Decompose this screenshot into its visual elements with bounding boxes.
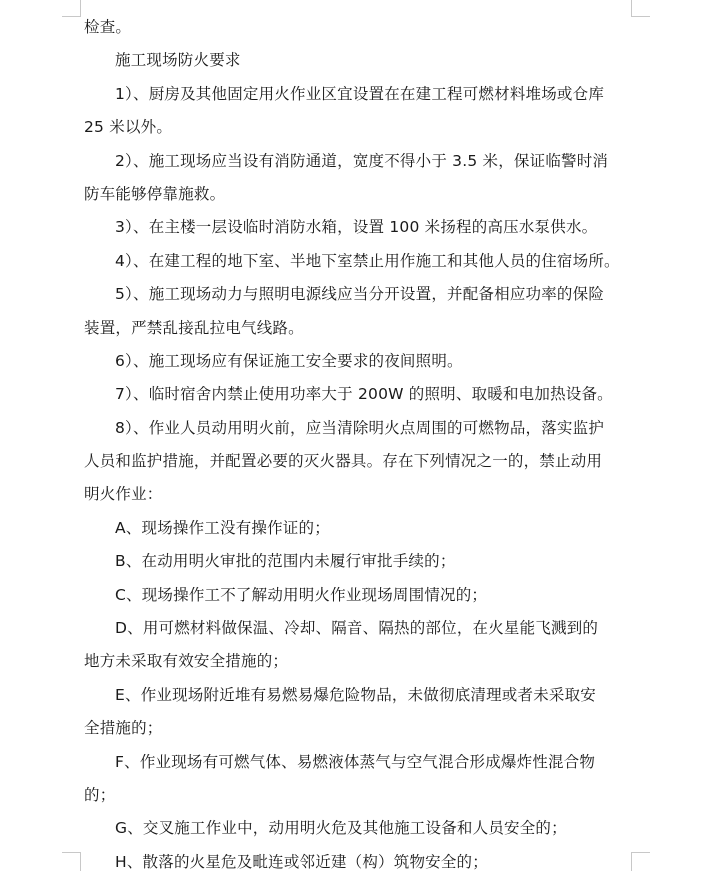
text-line: 检查。 <box>84 18 132 36</box>
text-line: 的； <box>84 785 116 804</box>
text-line: C、现场操作工不了解动用明火作业现场周围情况的； <box>115 585 488 604</box>
text-line: 1）、厨房及其他固定用火作业区宜设置在在建工程可燃材料堆场或仓库 <box>115 84 605 103</box>
text-line: A、现场操作工没有操作证的； <box>115 518 330 537</box>
text-line: 3）、在主楼一层设临时消防水箱，设置 100 米扬程的高压水泵供水。 <box>115 218 598 237</box>
text-line: G、交叉施工作业中，动用明火危及其他施工设备和人员安全的； <box>115 819 567 838</box>
text-line: 4）、在建工程的地下室、半地下室禁止用作施工和其他人员的住宿场所。 <box>115 251 620 270</box>
text-line: 明火作业： <box>84 485 163 504</box>
text-line: 施工现场防火要求 <box>115 51 241 70</box>
text-line: 防车能够停靠施救。 <box>84 184 226 203</box>
text-line: 25 米以外。 <box>84 118 173 137</box>
text-line: 地方未采取有效安全措施的； <box>84 652 289 671</box>
text-line: 装置，严禁乱接乱拉电气线路。 <box>84 318 304 337</box>
text-line: 全措施的； <box>84 719 163 738</box>
text-line: 人员和监护措施，并配置必要的灭火器具。存在下列情况之一的，禁止动用 <box>84 452 603 471</box>
text-line: B、在动用明火审批的范围内未履行审批手续的； <box>115 552 456 571</box>
text-line: 2）、施工现场应当设有消防通道，宽度不得小于 3.5 米，保证临警时消 <box>115 151 609 170</box>
document-body <box>84 11 636 879</box>
text-line: 6）、施工现场应有保证施工安全要求的夜间照明。 <box>115 351 463 370</box>
text-line: D、用可燃材料做保温、冷却、隔音、隔热的部位，在火星能飞溅到的 <box>115 619 599 638</box>
page-corner-mark-top-left <box>62 0 81 17</box>
text-line: 8）、作业人员动用明火前，应当清除明火点周围的可燃物品，落实监护 <box>115 418 605 437</box>
text-line: 5）、施工现场动力与照明电源线应当分开设置，并配备相应功率的保险 <box>115 285 605 304</box>
text-line: H、散落的火星危及毗连或邻近建（构）筑物安全的； <box>115 852 488 871</box>
text-line: 7）、临时宿舍内禁止使用功率大于 200W 的照明、取暖和电加热设备。 <box>115 385 613 404</box>
text-line: F、作业现场有可燃气体、易燃液体蒸气与空气混合形成爆炸性混合物 <box>115 752 596 771</box>
text-line: E、作业现场附近堆有易燃易爆危险物品，未做彻底清理或者未采取安 <box>115 685 596 704</box>
page-corner-mark-bottom-left <box>62 852 81 871</box>
